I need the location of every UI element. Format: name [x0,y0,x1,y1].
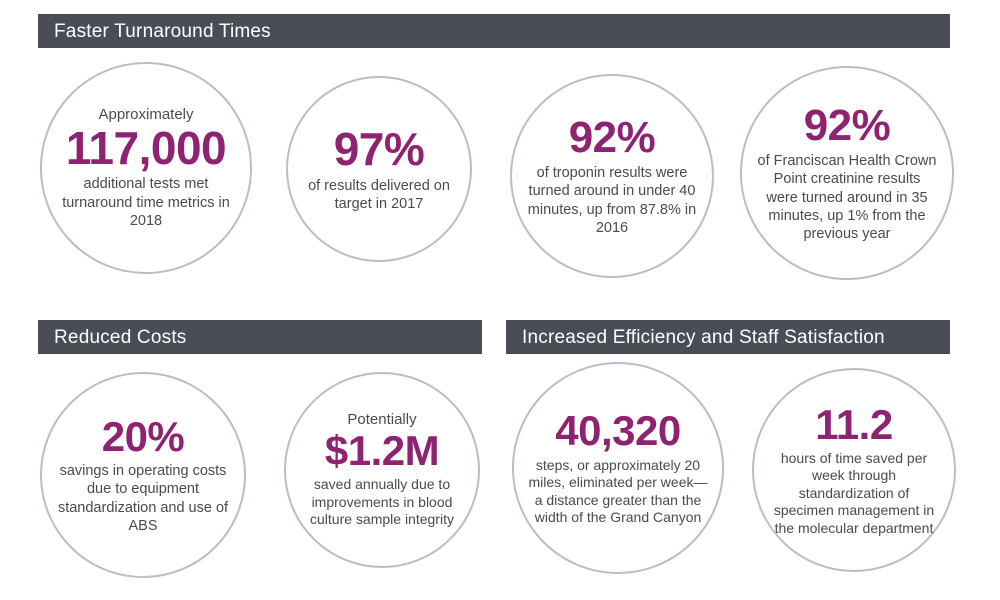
stat-caption-savings: savings in operating costs due to equipment standardization and use of ABS [57,463,229,534]
stat-circle-troponin [510,74,714,278]
stat-caption-hours: hours of time saved per week through standardization of specimen management in the molecular department [773,449,935,536]
stat-circle-annual-savings [284,372,480,568]
section-header-turnaround [38,14,950,48]
stat-circle-savings [40,372,246,578]
stat-value-hours: 11.2 [815,400,893,448]
stat-caption-steps: steps, or approximately 20 miles, eliminated per week—a distance greater than the width of the Grand Canyon [528,456,708,526]
stat-prefix-annual-savings: Potentially [347,411,417,429]
section-title-turnaround: Faster Turnaround Times [54,20,271,42]
stat-value-annual-savings: $1.2M [324,427,440,475]
stat-caption-creatinine: of Franciscan Health Crown Point creatinine results were turned around in 35 minutes, up 1% from the previous year [757,153,937,242]
stat-circle-creatinine [740,66,954,280]
stat-value-on-target: 97% [333,123,425,176]
section-title-costs: Reduced Costs [54,326,187,348]
stat-value-savings: 20% [101,413,185,461]
stat-value-tests: 117,000 [65,122,227,175]
stat-circle-tests [40,62,252,274]
stat-caption-tests: additional tests met turnaround time metrics in 2018 [62,176,230,229]
section-title-efficiency: Increased Efficiency and Staff Satisfaction [522,326,885,348]
stat-circle-hours [752,368,956,572]
section-header-costs [38,320,482,354]
stat-value-steps: 40,320 [555,407,681,455]
stat-value-creatinine: 92% [803,101,891,151]
stat-caption-annual-savings: saved annually due to improvements in blood culture sample integrity [310,476,454,528]
stat-caption-troponin: of troponin results were turned around in under 40 minutes, up from 87.8% in 2016 [527,165,697,236]
stat-prefix-tests: Approximately [98,106,194,124]
stat-caption-on-target: of results delivered on target in 2017 [308,177,450,212]
stat-circle-steps [512,362,724,574]
stat-value-troponin: 92% [568,113,656,163]
section-header-efficiency [506,320,950,354]
stat-circle-on-target [286,76,472,262]
